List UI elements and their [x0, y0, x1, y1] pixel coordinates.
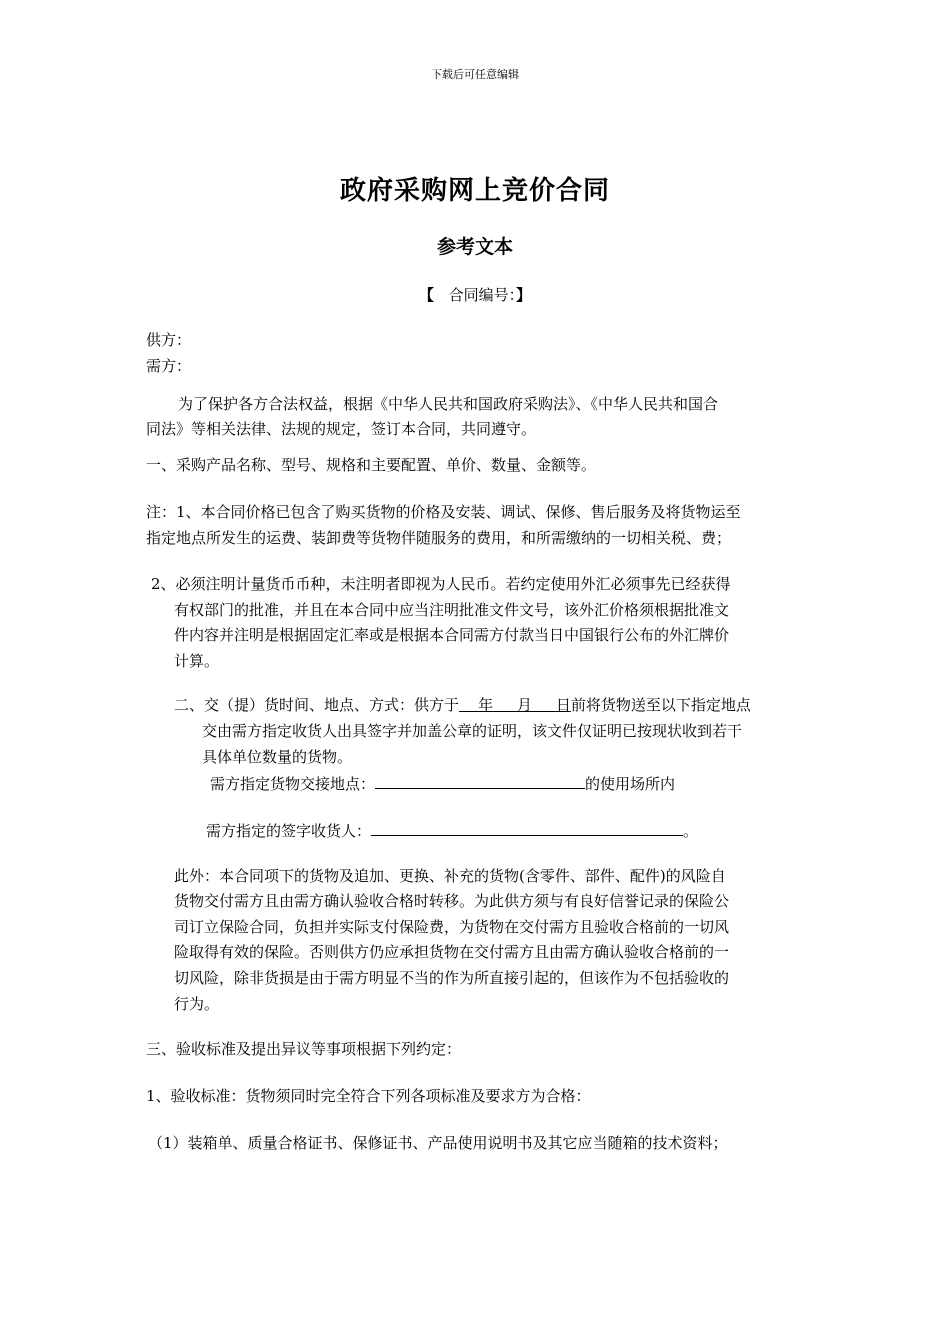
preamble-line-1: 为了保护各方合法权益，根据《中华人民共和国政府采购法》、《中华人民共和国合 — [178, 395, 719, 413]
acceptance-item-1: （1）装箱单、质量合格证书、保修证书、产品使用说明书及其它应当随箱的技术资料； — [148, 1134, 728, 1152]
delivery-place-label: 需方指定货物交接地点： — [210, 775, 376, 793]
contract-number-label: 合同编号： — [448, 286, 517, 304]
risk-line-2: 货物交付需方且由需方确认验收合格时转移。为此供方须与有良好信誉记录的保险公 — [174, 892, 730, 910]
contract-number-close-bracket: 】 — [516, 286, 532, 304]
section-2-prefix: 二、交（提）货时间、地点、方式：供方于 — [174, 696, 460, 714]
acceptance-standard: 1、验收标准：货物须同时完全符合下列各项标准及要求方为合格： — [146, 1087, 591, 1105]
section-2-suffix: 前将货物送至以下指定地点 — [570, 696, 751, 714]
contract-number — [0, 284, 950, 305]
receiver-suffix: 。 — [683, 822, 699, 840]
contract-number-open-bracket: 【 — [418, 286, 434, 304]
delivery-place-blank — [375, 770, 585, 789]
note-1-line-2: 指定地点所发生的运费、装卸费等货物伴随服务的费用，和所需缴纳的一切相关税、费； — [146, 529, 732, 547]
section-2-line-2: 交由需方指定收货人出具签字并加盖公章的证明，该文件仅证明已按现状收到若干 — [202, 722, 743, 740]
header-note: 下载后可任意编辑 — [431, 68, 519, 81]
section-1-heading: 一、采购产品名称、型号、规格和主要配置、单价、数量、金额等。 — [146, 456, 597, 474]
delivery-place-suffix: 的使用场所内 — [585, 775, 676, 793]
risk-line-6: 行为。 — [174, 995, 220, 1013]
risk-line-5: 切风险，除非货损是由于需方明显不当的作为所直接引起的，但该作为不包括验收的 — [174, 969, 730, 987]
document-subtitle: 参考文本 — [436, 236, 513, 258]
supplier-label: 供方： — [146, 331, 192, 349]
receiver-blank — [371, 817, 683, 836]
delivery-year-label: 年 — [478, 696, 494, 714]
note-2-line-1: 2、必须注明计量货币币种，未注明者即视为人民币。若约定使用外汇必须事先已经获得 — [151, 575, 731, 593]
section-3-heading: 三、验收标准及提出异议等事项根据下列约定： — [146, 1040, 462, 1058]
section-2-line-1 — [174, 693, 751, 718]
risk-line-3: 司订立保险合同，负担并实际支付保险费，为货物在交付需方且验收合格前的一切风 — [174, 918, 730, 936]
delivery-month-label: 月 — [516, 696, 532, 714]
risk-line-4: 险取得有效的保险。否则供方仍应承担货物在交付需方且由需方确认验收合格前的一 — [174, 943, 730, 961]
section-2-line-3: 具体单位数量的货物。 — [202, 748, 353, 766]
note-1-line-1: 注：1、本合同价格已包含了购买货物的价格及安装、调试、保修、售后服务及将货物运至 — [146, 503, 741, 521]
delivery-date-field — [459, 696, 571, 714]
preamble-line-2: 同法》等相关法律、法规的规定，签订本合同，共同遵守。 — [146, 420, 537, 438]
note-2-line-2: 有权部门的批准，并且在本合同中应当注明批准文件文号，该外汇价格须根据批准文 — [174, 601, 730, 619]
document-title: 政府采购网上竞价合同 — [339, 176, 610, 206]
buyer-label: 需方： — [146, 357, 192, 375]
note-2-line-4: 计算。 — [174, 652, 220, 670]
delivery-place-line — [210, 770, 675, 797]
risk-line-1: 此外：本合同项下的货物及追加、更换、补充的货物(含零件、部件、配件)的风险自 — [174, 867, 726, 885]
receiver-line — [206, 817, 698, 844]
receiver-label: 需方指定的签字收货人： — [206, 822, 372, 840]
delivery-day-label: 日 — [555, 696, 571, 714]
note-2-line-3: 件内容并注明是根据固定汇率或是根据本合同需方付款当日中国银行公布的外汇牌价 — [174, 626, 730, 644]
